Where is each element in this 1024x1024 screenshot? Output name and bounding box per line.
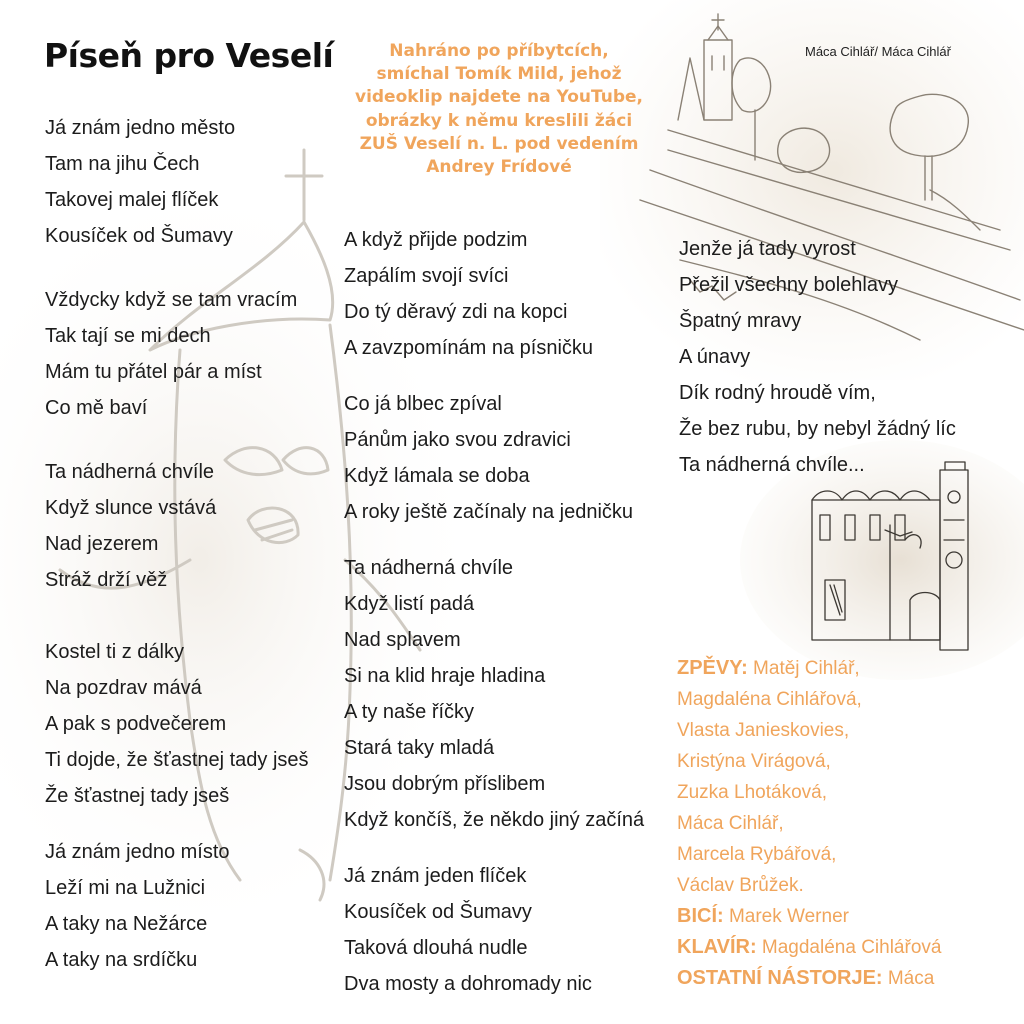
lyric-line: A zavzpomínám na písničku xyxy=(344,337,594,359)
drums-label: BICÍ: xyxy=(677,905,724,927)
stanza xyxy=(45,454,309,598)
lyric-line: Tam na jihu Čech xyxy=(45,153,200,175)
lyric-line: Dva mosty a dohromady nic xyxy=(344,973,592,995)
recording-note xyxy=(340,40,658,179)
note-line: Andrey Frídové xyxy=(426,157,572,178)
performer-name: Máca Cihlář, xyxy=(677,813,784,834)
lyrics-column-1 xyxy=(45,110,309,978)
performer-name: Matěj Cihlář, xyxy=(753,658,860,679)
lyric-line: Ta nádherná chvíle xyxy=(344,557,514,579)
lyrics-column-2 xyxy=(344,222,644,1002)
lyric-line: Ta nádherná chvíle... xyxy=(679,454,865,476)
lyric-line: Když listí padá xyxy=(344,593,475,615)
vocals-label: ZPĚVY: xyxy=(677,657,748,679)
lyric-line: Co mě baví xyxy=(45,397,148,419)
lyric-line: Já znám jeden flíček xyxy=(344,865,527,887)
lyric-line: Stará taky mladá xyxy=(344,737,495,759)
stanza xyxy=(45,834,309,978)
stanza xyxy=(45,634,309,814)
other-instruments-label: OSTATNÍ NÁSTORJE: xyxy=(677,967,883,989)
stanza xyxy=(45,282,309,426)
stanza xyxy=(344,550,644,838)
lyric-line: Co já blbec zpíval xyxy=(344,393,502,415)
stanza xyxy=(679,231,956,483)
lyric-line: Že šťastnej tady jseš xyxy=(45,785,230,807)
stanza xyxy=(45,110,309,254)
lyric-line: Si na klid hraje hladina xyxy=(344,665,546,687)
lyric-line: Já znám jedno místo xyxy=(45,841,230,863)
lyric-line: A roky ještě začínaly na jedničku xyxy=(344,501,634,523)
performer-name: Václav Brůžek. xyxy=(677,875,804,896)
page-title: Píseň pro Veselí xyxy=(44,36,334,75)
stanza xyxy=(344,222,644,366)
lyric-line: Kousíček od Šumavy xyxy=(344,901,532,923)
lyric-line: Kostel ti z dálky xyxy=(45,641,184,663)
lyric-line: Mám tu přátel pár a míst xyxy=(45,361,262,383)
lyric-line: Když slunce vstává xyxy=(45,497,217,519)
note-line: obrázky k němu kreslili žáci xyxy=(365,110,633,131)
lyric-line: Nad splavem xyxy=(344,629,461,651)
lyric-line: Do tý děravý zdi na kopci xyxy=(344,301,568,323)
lyric-line: Taková dlouhá nudle xyxy=(344,937,528,959)
note-line: smíchal Tomík Mild, jehož xyxy=(376,64,622,85)
note-line: Nahráno po příbytcích, xyxy=(389,41,609,61)
credit-row-drums xyxy=(677,901,1017,932)
lyric-line: Špatný mravy xyxy=(679,310,802,332)
performer-name: Kristýna Virágová, xyxy=(677,751,831,772)
lyric-line: Zapálím svojí svíci xyxy=(344,265,509,287)
lyric-line: A když přijde podzim xyxy=(344,229,528,251)
lyric-line: Na pozdrav mává xyxy=(45,677,202,699)
piano-label: KLAVÍR: xyxy=(677,936,757,958)
lyric-line: A ty naše říčky xyxy=(344,701,475,723)
note-line: ZUŠ Veselí n. L. pod vedením xyxy=(359,133,639,154)
lyrics-column-3 xyxy=(679,231,956,483)
lyric-line: Dík rodný hroudě vím, xyxy=(679,382,876,404)
lyric-line: Ti dojde, že šťastnej tady jseš xyxy=(45,749,309,771)
lyric-line: Když lámala se doba xyxy=(344,465,530,487)
lyric-line: Přežil všechny bolehlavy xyxy=(679,274,898,296)
lyric-line: A taky na Nežárce xyxy=(45,913,208,935)
lyric-line: Jsou dobrým příslibem xyxy=(344,773,546,795)
lyric-line: Takovej malej flíček xyxy=(45,189,219,211)
performer-name: Marcela Rybářová, xyxy=(677,844,837,865)
lyric-line: Ta nádherná chvíle xyxy=(45,461,215,483)
lyric-line: Kousíček od Šumavy xyxy=(45,225,233,247)
performer-name: Magdaléna Cihlářová xyxy=(761,937,942,958)
lyric-line: Leží mi na Lužnici xyxy=(45,877,206,899)
lyric-line: Že bez rubu, by nebyl žádný líc xyxy=(679,418,956,440)
lyric-line: Jenže já tady vyrost xyxy=(679,238,856,260)
credit-row-vocals xyxy=(677,653,1017,684)
lyric-line: A únavy xyxy=(679,346,751,368)
performer-name: Máca xyxy=(887,968,935,989)
lyric-line: Pánům jako svou zdravici xyxy=(344,429,571,451)
lyric-line: Když končíš, že někdo jiný začíná xyxy=(344,809,645,831)
stanza xyxy=(344,386,644,530)
lyric-line: Tak tají se mi dech xyxy=(45,325,211,347)
author-credit: Máca Cihlář/ Máca Cihlář xyxy=(805,44,951,59)
lyric-line: Já znám jedno město xyxy=(45,117,236,139)
performer-name: Marek Werner xyxy=(728,906,849,927)
note-line: videoklip najdete na YouTube, xyxy=(354,87,644,108)
credit-row-other-instruments xyxy=(677,963,1017,994)
performer-name: Vlasta Janieskovies, xyxy=(677,720,850,741)
performer-credits xyxy=(677,653,1017,994)
lyric-line: Stráž drží věž xyxy=(45,569,168,591)
credit-row-piano xyxy=(677,932,1017,963)
stanza xyxy=(344,858,644,1002)
performer-name: Magdaléna Cihlářová, xyxy=(677,689,862,710)
performer-name: Zuzka Lhotáková, xyxy=(677,782,827,803)
lyric-line: A taky na srdíčku xyxy=(45,949,198,971)
lyric-line: A pak s podvečerem xyxy=(45,713,227,735)
lyric-line: Vždycky když se tam vracím xyxy=(45,289,298,311)
lyric-line: Nad jezerem xyxy=(45,533,159,555)
